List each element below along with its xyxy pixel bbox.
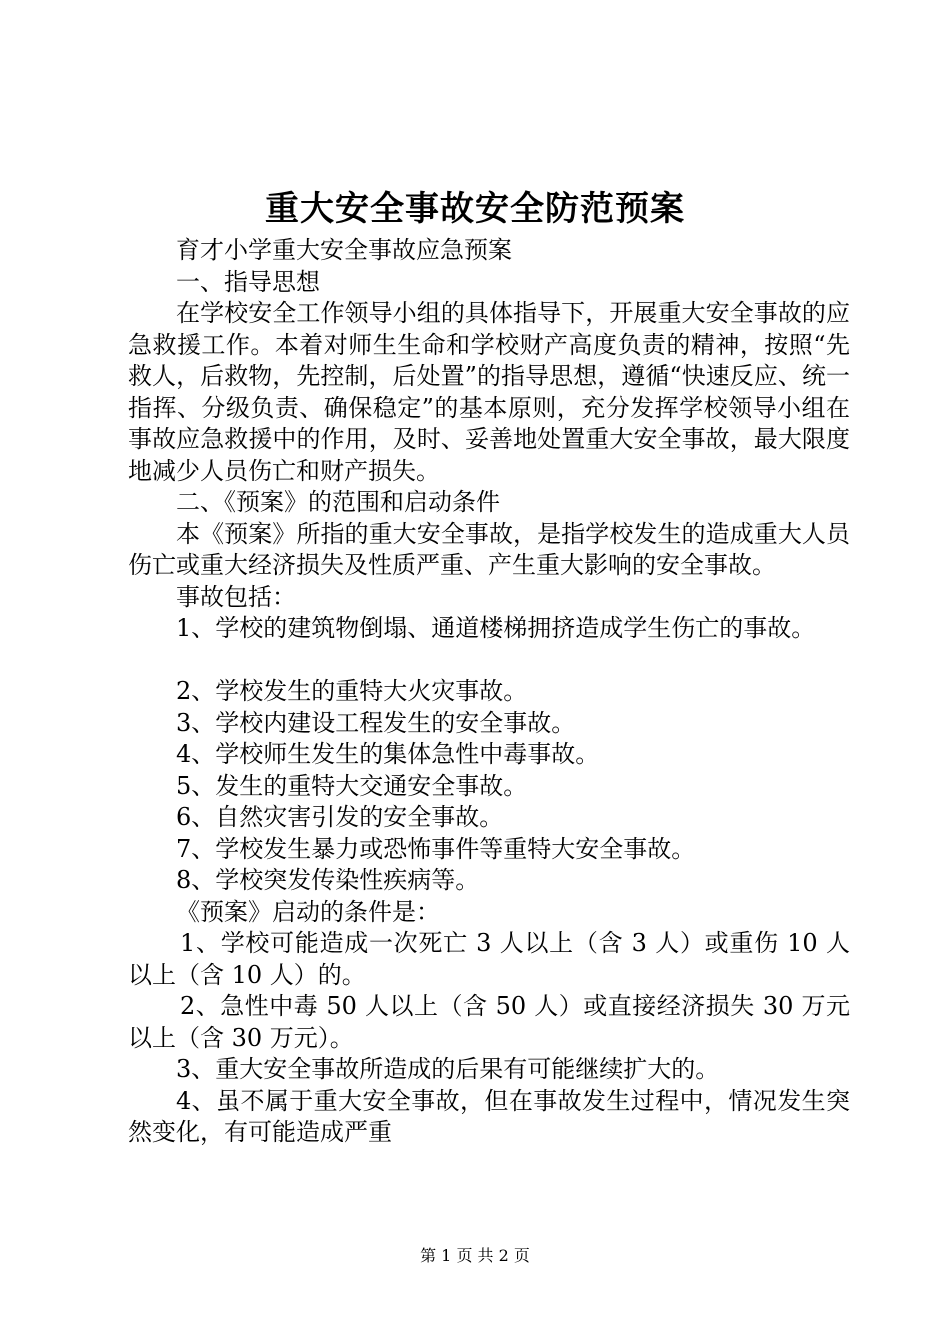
- heading-guiding-ideology: 一、指导思想: [176, 267, 320, 296]
- document-title: 重大安全事故安全防范预案: [265, 189, 685, 229]
- paragraph-guiding-ideology: 在学校安全工作领导小组的具体指导下，开展重大安全事故的应急救援工作。本着对师生生命和学校财产高度负责的精神，按照“先救人，后救物，先控制，后处置”的指导思想，遵循“快速反应、统一指挥、分级负责、确保稳定”的基本原则，充分发挥学校领导小组在事故应急救援中的作用，及时、妥善地处置重大安全事故，最大限度地减少人员伤亡和财产损失。: [128, 299, 850, 485]
- list-item-accident-3: 3、学校内建设工程发生的安全事故。: [176, 708, 576, 737]
- heading-scope-and-conditions: 二、《预案》的范围和启动条件: [176, 488, 500, 516]
- list-item-accident-8: 8、学校突发传染性疾病等。: [176, 866, 480, 894]
- list-item-condition-2: 2、急性中毒 50 人以上（含 50 人）或直接经济损失 30 万元以上（含 30 万元）。: [128, 992, 850, 1052]
- paragraph-scope-definition: 本《预案》所指的重大安全事故，是指学校发生的造成重大人员伤亡或重大经济损失及性质严重、产生重大影响的安全事故。: [128, 519, 850, 579]
- list-item-condition-4: 4、虽不属于重大安全事故，但在事故发生过程中，情况发生突然变化，有可能造成严重: [128, 1086, 850, 1146]
- list-item-condition-3: 3、重大安全事故所造成的后果有可能继续扩大的。: [176, 1055, 720, 1083]
- list-item-accident-4: 4、学校师生发生的集体急性中毒事故。: [176, 740, 600, 768]
- paragraph-school-plan-name: 育才小学重大安全事故应急预案: [176, 236, 512, 264]
- paragraph-accidents-include: 事故包括：: [176, 582, 296, 611]
- list-item-accident-7: 7、学校发生暴力或恐怖事件等重特大安全事故。: [176, 834, 696, 863]
- document-body: [128, 235, 850, 1149]
- list-item-condition-1: 1、学校可能造成一次死亡 3 人以上（含 3 人）或重伤 10 人以上（含 10 人）的。: [128, 929, 850, 989]
- paragraph-start-conditions: 《预案》启动的条件是：: [176, 897, 440, 926]
- list-item-accident-1: 1、学校的建筑物倒塌、通道楼梯拥挤造成学生伤亡的事故。: [176, 614, 816, 642]
- list-item-accident-5: 5、发生的重特大交通安全事故。: [176, 771, 528, 800]
- page-footer: 第 1 页 共 2 页: [420, 1246, 530, 1265]
- list-item-accident-6: 6、自然灾害引发的安全事故。: [176, 803, 504, 831]
- list-item-accident-2: 2、学校发生的重特大火灾事故。: [176, 677, 528, 705]
